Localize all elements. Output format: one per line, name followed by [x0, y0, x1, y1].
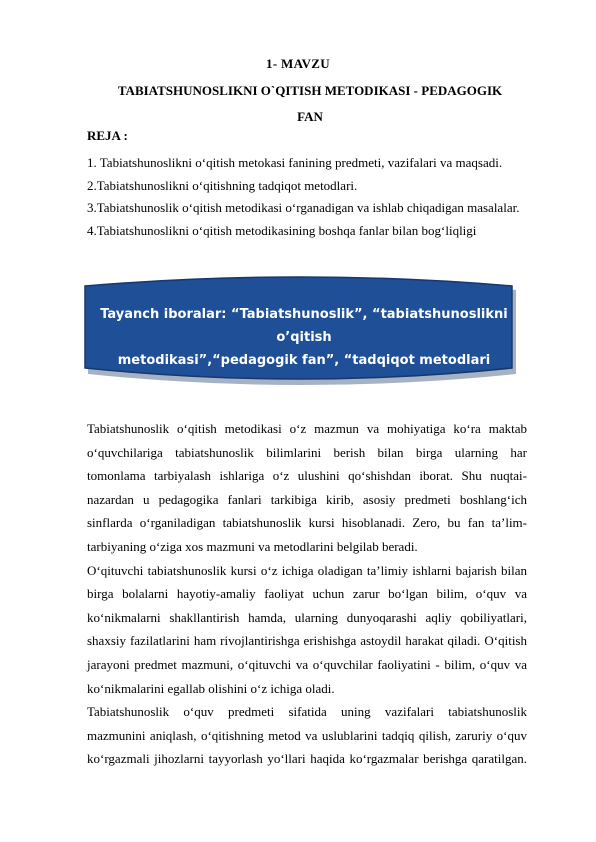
text-line: birga bolalarni hayotiy-amaliy faoliyat uchun zarur bo‘lgan bilim, o‘quv va: [87, 586, 527, 602]
key-terms-line-2: metodikasi”,“pedagogik fan”, “tadqiqot metodlari: [117, 353, 491, 368]
body-text: [87, 417, 527, 771]
text-line: tarbiyaning o‘ziga xos mazmuni va metodlarini belgilab beradi.: [87, 538, 418, 554]
topic-number: 1- MAVZU: [266, 56, 330, 71]
text-line: o‘quvchilariga tabiatshunoslik bilimlarini berish bilan birga ularning har: [87, 444, 527, 460]
title-line-1: TABIATSHUNOSLIKNI O`QITISH METODIKASI - PEDAGOGIK: [117, 83, 503, 98]
text-line: nazardan u pedagogika fanlari tarkibiga kirib, asosiy predmeti boshlang‘ich: [87, 491, 527, 507]
text-line: Tabiatshunoslik o‘quv predmeti sifatida uning vazifalari tabiatshunoslik: [87, 704, 527, 720]
text-line: ko‘rgazmali jihozlarni tayyorlash yo‘llari haqida ko‘rgazmalar berishga qaratilgan.: [87, 751, 527, 767]
paragraph-2: [87, 559, 527, 701]
paragraph-3: [87, 700, 527, 771]
text-line: tomonlama tarbiyalash ishlariga o‘z ulushini qo‘shishdan iborat. Shu nuqtai-: [87, 468, 527, 484]
text-line: O‘qituvchi tabiatshunoslik kursi o‘z ichiga oladigan ta’limiy ishlarni bajarish bilan: [87, 562, 527, 578]
plan-item: 2.Tabiatshunoslikni o‘qitishning tadqiqot metodlari.: [87, 177, 358, 193]
document-title: [88, 78, 532, 130]
plan-item: 4.Tabiatshunoslikni o‘qitish metodikasining boshqa fanlar bilan bog‘liqligi: [87, 222, 477, 238]
text-line: ko‘nikmalarni shakllantirish hamda, ularning dunyoqarashi aqliy qobiliyatlari,: [87, 609, 527, 625]
text-line: sinflarda o‘rganiladigan tabiatshunoslik kursi hisoblanadi. Zero, bu fan ta’lim-: [87, 515, 527, 531]
text-line: ko‘nikmalarini egallab olishini o‘z ichiga oladi.: [87, 680, 335, 696]
plan-item: 1. Tabiatshunoslikni o‘qitish metokasi fanining predmeti, vazifalari va maqsadi.: [87, 155, 503, 170]
text-line: mazmunini aniqlash, o‘qitishning metod va uslublarini tadqiq qilish, zaruriy o‘quv: [87, 727, 527, 743]
text-line: jarayoni predmet mazmuni, o‘qituvchi va o‘quvchilar faoliyatini - bilim, o‘quv va: [87, 656, 527, 672]
paragraph-1: [87, 417, 527, 559]
text-line: shaxsiy fazilatlarini ham rivojlantirishga erishishga astoydil harakat qiladi. O‘qitish: [87, 633, 527, 649]
key-terms-line-1: Tayanch iboralar: “Tabiatshunoslik”, “tabiatshunoslikni o’qitish: [100, 307, 508, 345]
title-line-2: FAN: [297, 109, 323, 124]
plan-item: 3.Tabiatshunoslik o‘qitish metodikasi o‘rganadigan va ishlab chiqadigan masalalar.: [87, 200, 520, 215]
plan-list: [87, 152, 527, 242]
key-terms-text: [94, 303, 514, 372]
plan-heading: REJA :: [87, 128, 128, 143]
text-line: Tabiatshunoslik o‘qitish metodikasi o‘z mazmun va mohiyatiga ko‘ra maktab: [87, 421, 527, 436]
